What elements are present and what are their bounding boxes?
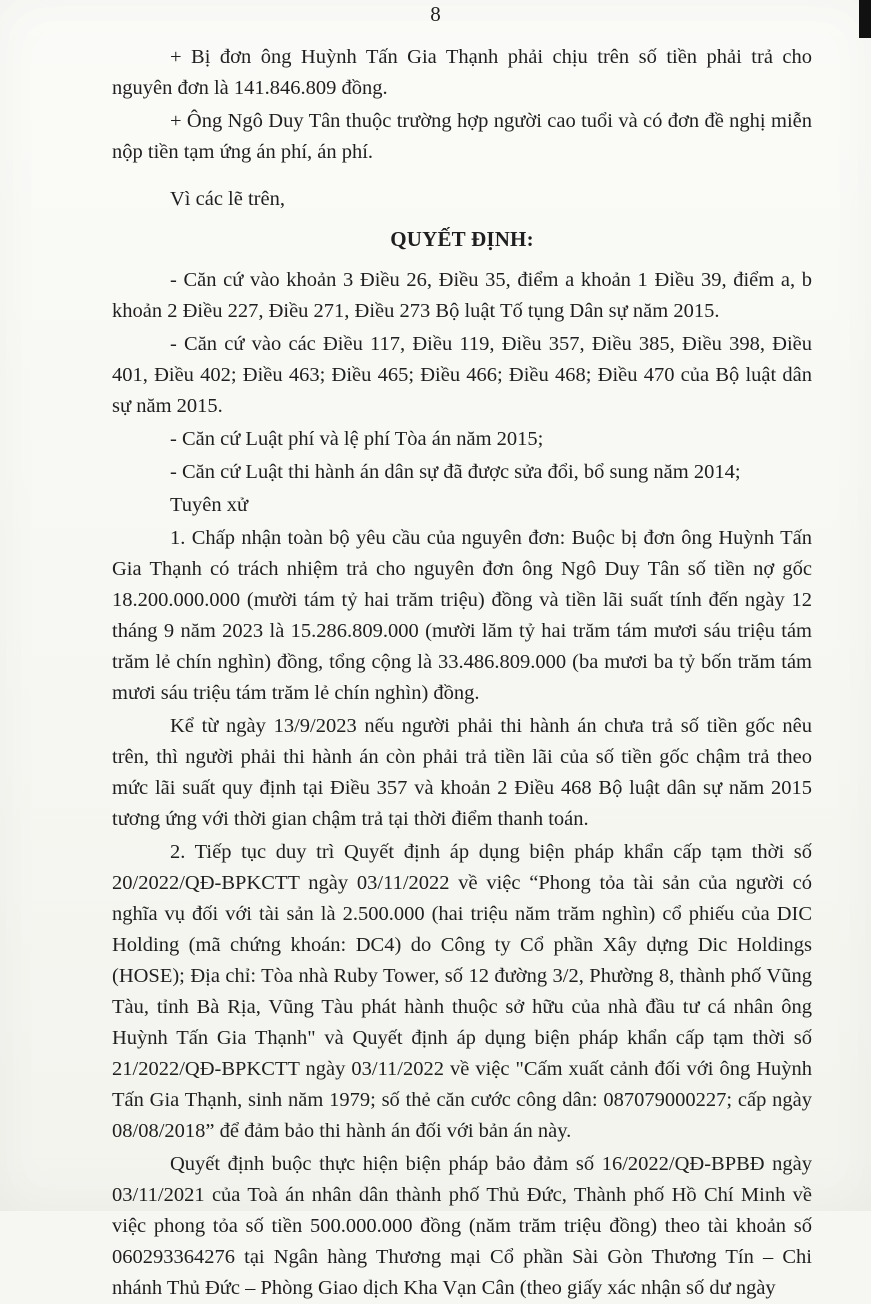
page-number: 8 — [430, 2, 441, 26]
document-content — [112, 32, 812, 1304]
paragraph-elder-exemption: + Ông Ngô Duy Tân thuộc trường hợp người cao tuổi và có đơn đề nghị miễn nộp tiền tạm ứng án phí, án phí. — [112, 110, 812, 163]
paragraph-interest: Kể từ ngày 13/9/2023 nếu người phải thi hành án chưa trả số tiền gốc nêu trên, thì người phải thi hành án còn phải trả tiền lãi của số tiền gốc chậm trả theo mức lãi suất quy định tại Điều 357 và khoản 2 Điều 468 Bộ luật dân sự năm 2015 tương ứng với thời gian chậm trả tại thời điểm thanh toán. — [112, 715, 812, 830]
paragraph-enforcement-law: - Căn cứ Luật thi hành án dân sự đã được sửa đổi, bổ sung năm 2014; — [170, 461, 741, 483]
decision-heading: QUYẾT ĐỊNH: — [390, 227, 534, 251]
paragraph-ruling-label: Tuyên xử — [170, 494, 249, 516]
paragraph-legal-basis-1: - Căn cứ vào khoản 3 Điều 26, Điều 35, điểm a khoản 1 Điều 39, điểm a, b khoản 2 Điều 227, Điều 271, Điều 273 Bộ luật Tố tụng Dân sự năm 2015. — [112, 269, 812, 322]
paragraph-legal-basis-2: - Căn cứ vào các Điều 117, Điều 119, Điều 357, Điều 385, Điều 398, Điều 401, Điều 402; Điều 463; Điều 465; Điều 466; Điều 468; Điều 470 của Bộ luật dân sự năm 2015. — [112, 333, 812, 417]
paragraph-security-measure: Quyết định buộc thực hiện biện pháp bảo đảm số 16/2022/QĐ-BPBĐ ngày 03/11/2021 của Toà án nhân dân thành phố Thủ Đức, Thành phố Hồ Chí Minh về việc phong tỏa số tiền 500.000.000 đồng (năm trăm triệu đồng) theo tài khoản số 060293364276 tại Ngân hàng Thương mại Cổ phần Sài Gòn Thương Tín – Chi nhánh Thủ Đức – Phòng Giao dịch Kha Vạn Cân (theo giấy xác nhận số dư ngày — [112, 1153, 812, 1299]
paragraph-defendant-fee: + Bị đơn ông Huỳnh Tấn Gia Thạnh phải chịu trên số tiền phải trả cho nguyên đơn là 141.846.809 đồng. — [112, 46, 812, 99]
paragraph-ruling-1: 1. Chấp nhận toàn bộ yêu cầu của nguyên đơn: Buộc bị đơn ông Huỳnh Tấn Gia Thạnh có trách nhiệm trả cho nguyên đơn ông Ngô Duy Tân số tiền nợ gốc 18.200.000.000 (mười tám tỷ hai trăm triệu) đồng và tiền lãi suất tính đến ngày 12 tháng 9 năm 2023 là 15.286.809.000 (mười lăm tỷ hai trăm tám mươi sáu triệu tám trăm lẻ chín nghìn) đồng, tổng cộng là 33.486.809.000 (ba mươi ba tỷ bốn trăm tám mươi sáu triệu tám trăm lẻ chín nghìn) đồng. — [112, 527, 812, 704]
paragraph-reasons: Vì các lẽ trên, — [170, 188, 285, 210]
paragraph-ruling-2: 2. Tiếp tục duy trì Quyết định áp dụng biện pháp khẩn cấp tạm thời số 20/2022/QĐ-BPKCTT ngày 03/11/2022 về việc “Phong tỏa tài sản của người có nghĩa vụ đối với tài sản là 2.500.000 (hai triệu năm trăm nghìn) cổ phiếu của DIC Holding (mã chứng khoán: DC4) do Công ty Cổ phần Xây dựng Dic Holdings (HOSE); Địa chỉ: Tòa nhà Ruby Tower, số 12 đường 3/2, Phường 8, thành phố Vũng Tàu, tỉnh Bà Rịa, Vũng Tàu phát hành thuộc sở hữu của nhà đầu tư cá nhân ông Huỳnh Tấn Gia Thạnh" và Quyết định áp dụng biện pháp khẩn cấp tạm thời số 21/2022/QĐ-BPKCTT ngày 03/11/2022 về việc "Cấm xuất cảnh đối với ông Huỳnh Tấn Gia Thạnh, sinh năm 1979; số thẻ căn cước công dân: 087079000227; cấp ngày 08/08/2018” để đảm bảo thi hành án đối với bản án này. — [112, 841, 812, 1142]
paragraph-fee-law: - Căn cứ Luật phí và lệ phí Tòa án năm 2015; — [170, 428, 544, 450]
